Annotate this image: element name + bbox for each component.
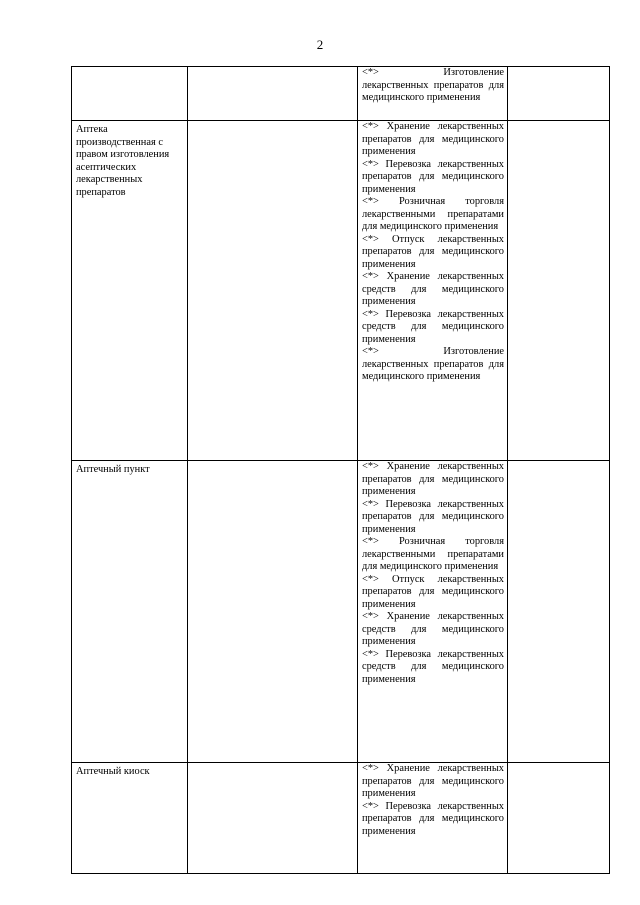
activities-cell <box>358 763 508 874</box>
activities-list <box>358 763 507 838</box>
facility-type-cell <box>72 763 188 874</box>
table-row <box>72 763 610 874</box>
activity-entry: <*> Изготовление лекарственных препаратов для медицинского применения <box>362 346 504 382</box>
activity-entry: <*> Отпуск лекарственных препаратов для медицинского применения <box>362 573 504 610</box>
page-number: 2 <box>316 37 324 52</box>
activity-entry: <*> Перевозка лекарственных средств для медицинского применения <box>362 648 504 685</box>
empty-cell <box>508 763 610 874</box>
activity-entry: <*> Перевозка лекарственных препаратов для медицинского применения <box>362 158 504 195</box>
activities-cell <box>358 67 508 121</box>
activity-entry: <*> Отпуск лекарственных препаратов для медицинского применения <box>362 233 504 270</box>
activities-list <box>358 121 507 384</box>
empty-cell <box>188 763 358 874</box>
activity-entry: <*> Перевозка лекарственных препаратов для медицинского применения <box>362 800 504 837</box>
facility-type-name <box>72 67 187 70</box>
empty-cell <box>508 461 610 763</box>
facility-type-cell <box>72 121 188 461</box>
activity-entry: <*> Хранение лекарственных препаратов для медицинского применения <box>362 461 504 497</box>
activity-entry: <*> Хранение лекарственных препаратов для медицинского применения <box>362 121 504 157</box>
activity-entry: <*> Хранение лекарственных препаратов для медицинского применения <box>362 763 504 799</box>
facility-type-name: Аптечный пункт <box>76 464 150 475</box>
empty-cell <box>188 67 358 121</box>
activities-list <box>358 67 507 105</box>
table-row <box>72 461 610 763</box>
table-row <box>72 67 610 121</box>
facility-type-name: Аптечный киоск <box>76 766 150 777</box>
registry-table <box>71 66 610 874</box>
activities-list <box>358 461 507 686</box>
facility-type-cell <box>72 67 188 121</box>
activity-entry: <*> Перевозка лекарственных препаратов для медицинского применения <box>362 498 504 535</box>
activity-entry: <*> Розничная торговля лекарственными препаратами для медицинского применения <box>362 196 504 232</box>
activity-entry: <*> Розничная торговля лекарственными препаратами для медицинского применения <box>362 536 504 572</box>
activity-entry: <*> Хранение лекарственных средств для медицинского применения <box>362 271 504 307</box>
table-row <box>72 121 610 461</box>
activity-entry: <*> Хранение лекарственных средств для медицинского применения <box>362 611 504 647</box>
empty-cell <box>508 67 610 121</box>
activity-entry: <*> Перевозка лекарственных средств для медицинского применения <box>362 308 504 345</box>
facility-type-name: Аптека производственная с правом изготовления асептических лекарственных препаратов <box>76 124 170 198</box>
facility-type-cell <box>72 461 188 763</box>
activities-cell <box>358 461 508 763</box>
activities-cell <box>358 121 508 461</box>
empty-cell <box>188 461 358 763</box>
empty-cell <box>188 121 358 461</box>
empty-cell <box>508 121 610 461</box>
activity-entry: <*> Изготовление лекарственных препаратов для медицинского применения <box>362 67 504 103</box>
registry-table-body <box>72 67 610 874</box>
